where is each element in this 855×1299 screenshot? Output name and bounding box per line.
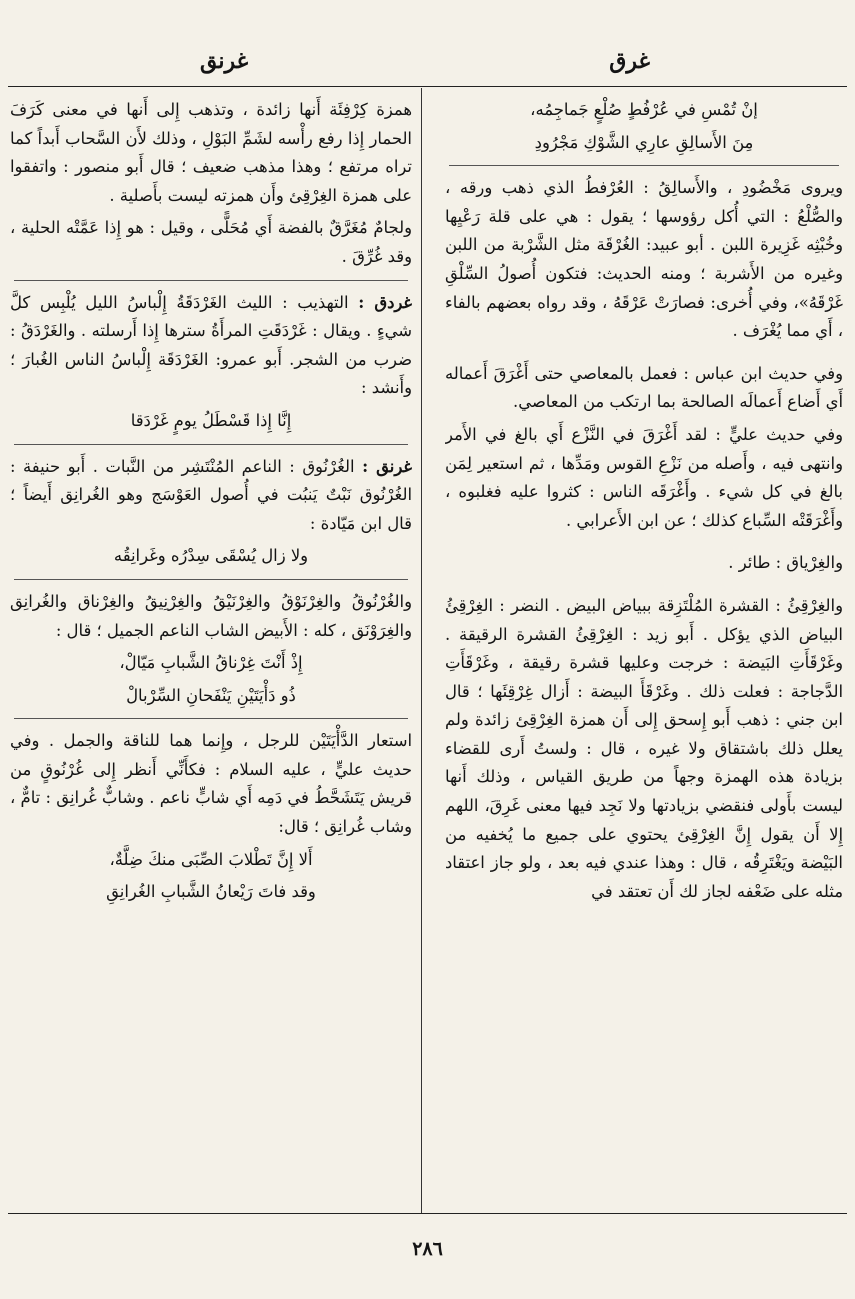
verse-divider [449,165,839,166]
paragraph: استعار الدَّأْيَتَيْن للرجل ، وإِنما هما للناقة والجمل . وفي حديث عليٍّ ، عليه السلام : فكأَنِّي أَنظر إِلى غُرْنُوقٍ من قريش يَتَشَحَّطُ في دَمِه أَي شابٍّ ناعم . وشابٌّ غُرانِق : تامٌّ ، وشاب غُرانِق ؛ قال: [10,731,412,837]
footer-rule [8,1213,847,1214]
verse-divider [14,579,408,580]
entry-divider [14,444,408,445]
verse-line: مِنَ الأَسالِقِ عارِي الشَّوْكِ مَجْرُودِ [534,132,754,152]
verse-divider [14,718,408,719]
entry-divider [14,280,408,281]
entry-text: الغُرْنُوق : الناعم المُنْتَشِر من النَّبات . أَبو حنيفة : الغُرْنُوق نَبْتٌ يَنبُت في أُصول العَوْسَج وهو الغُرانِق أَيضاً ؛ قال ابن مَيّادة : [10,456,412,533]
paragraph: والغِرْقِئُ : القشرة المُلْتَزِقة ببياض البيض . النضر : الغِرْقِئُ البياض الذي يؤكل . أَبو زيد : الغِرْقِئُ القشرة الرقيقة . وغَرْقَأَتِ البَيضة : خرجت وعليها قشرة رقيقة ، وغَرْقَأَتِ الدَّجاجة : فعلت ذلك . وغَرْقَأَ البيضة : أَزال غِرْقِئَها ؛ قال ابن جني : ذهب أَبو إِسحق إِلى أَن همزة الغِرْقِئ زائدة ولم يعلل ذلك باشتقاق ولا غيره ، قال : ولستُ أَرى للقضاء بزيادة هذه الهمزة وجهاً من طريق القياس ، وذلك أَنها ليست بأَولى فنقضي بزيادتها ولا نَجِد فيها معنى غَرِقَ، اللهم إِلا أَن يقول إِنَّ الغِرْقِئ يحتوي على جميع ما يُخفيه من البَيْضة ويَغْتَرِقُه ، قال : وهذا عندي فيه بعد ، ولو جاز اعتقاد مثله على ضَعْفه لجاز لك أَن تعتقد في [445,595,843,901]
paragraph: ويروى مَخْضُودِ ، والأَسالِقُ : العُرْفطُ الذي ذهب ورقه ، والصُّلْعُ : التي أُكل رؤوسها ؛ يقول : هي على قلة رَعْيِها وخُبْثِه غَزِيرة اللبن . أبو عبيد: الغُرْقَة مثل الشَّرْبة من اللبن وغيره من الأَشربة ؛ ومنه الحديث: فتكون أُصولُ السِّلْقِ غَرْقَهُ»، وفي أُخرى: فصارَتْ عَرْقَهُ ، وقد رواه بعضهم بالفاء ، أَي مما يُغْرَف . [445,178,843,341]
column-divider [421,88,422,1213]
headword: غرنق : [362,456,412,476]
verse-line: ولا زال يُسْقَى سِدْرُه وغَرانِقُه [113,546,309,566]
header-rule [8,86,847,87]
running-header-right: غرق [609,48,650,74]
page-number: ٢٨٦ [412,1238,443,1260]
verse-line: إنْ تُمْسِ في عُرْفُطٍ صُلْعٍ جَماجِمُه، [530,100,758,119]
verse-line: وقد فاتَ رَيْعانُ الشَّبابِ الغُرانِقِ [106,882,316,902]
paragraph: والغِرْياق : طائر . [728,553,843,573]
entry-gharnaqa [10,453,412,539]
headword: غردق : [358,292,412,312]
verse-line: أَلا إِنَّ تَطْلابَ الصِّبَى منكَ ضِلَّةٌ، [109,849,313,869]
entry-text: التهذيب : الليث الغَرْدَقَةُ إِلْباسُ الليل يُلْبِس كلَّ شيءٍ . ويقال : غَرْدَقَتِ المرأَةُ سترها إِذا أَرسلته . والغَرْدَقُ : ضرب من الشجر. أَبو عمرو: الغَرْدَقَة إِلْباسُ الناس الغُبارَ ؛ وأَنشد : [10,292,412,398]
paragraph: وفي حديث ابن عباس : فعمل بالمعاصي حتى أَغْرَقَ أَعماله أَي أَضاع أَعمالَه الصالحة بما ارتكب من المعاصي. [445,363,843,412]
verse-line: ذُو دَأْيَتَيْنِ يَنْفَحانِ السِّرْبالْ [126,685,296,705]
verse-line: إِذْ أَنْتَ غِرْناقُ الشَّبابِ مَيّالْ، [119,653,303,673]
running-header-left: غرنق [200,48,249,74]
right-column [445,96,843,1206]
entry-gharadaqa [10,289,412,403]
paragraph: والغُرْنُوقُ والغِرْنَوْقُ والغِرْنَيْقُ والغِرْنِيقُ والغِرْناق والغُرانِق والغِرَوْنَق ، كله : الأَبيض الشاب الناعم الجميل ؛ قال : [10,591,412,640]
paragraph: وفي حديث عليٍّ : لقد أَغْرَقَ في النَّزْع أَي بالغ في الأَمر وانتهى فيه ، وأَصله من نَزْعِ القوس ومَدِّها ، ثم استعير لِمَن بالغ في كل شيء . وأَغْرَقَه الناس : كثروا عليه فغلبوه ، وأَغْرَقَتْه السِّباع كذلك ؛ عن ابن الأَعرابي . [445,424,843,530]
verse-line: إِنَّا إِذا قَسْطَلُ يومٍ غَرْدَقا [130,410,292,430]
left-column [10,96,412,1206]
paragraph: همزة كِرْفِئَة أَنها زائدة ، وتذهب إِلى أَنها في معنى كَرَفَ الحمار إِذا رفع رأْسه لشَمِّ البَوْلِ ، وذلك لأَن السَّحاب أَبداً كما تراه مرتفع ؛ وهذا مذهب ضعيف ؛ قال أَبو منصور : واتفقوا على همزة الغِرْقِئ وأَن همزته ليست بأَصلية . [10,100,412,205]
paragraph: ولجامٌ مُغَرَّقٌ بالفضة أَي مُحَلًّى ، وقيل : هو إِذا عَمَّتْه الحلية ، وقد غُرِّقَ . [10,218,412,266]
